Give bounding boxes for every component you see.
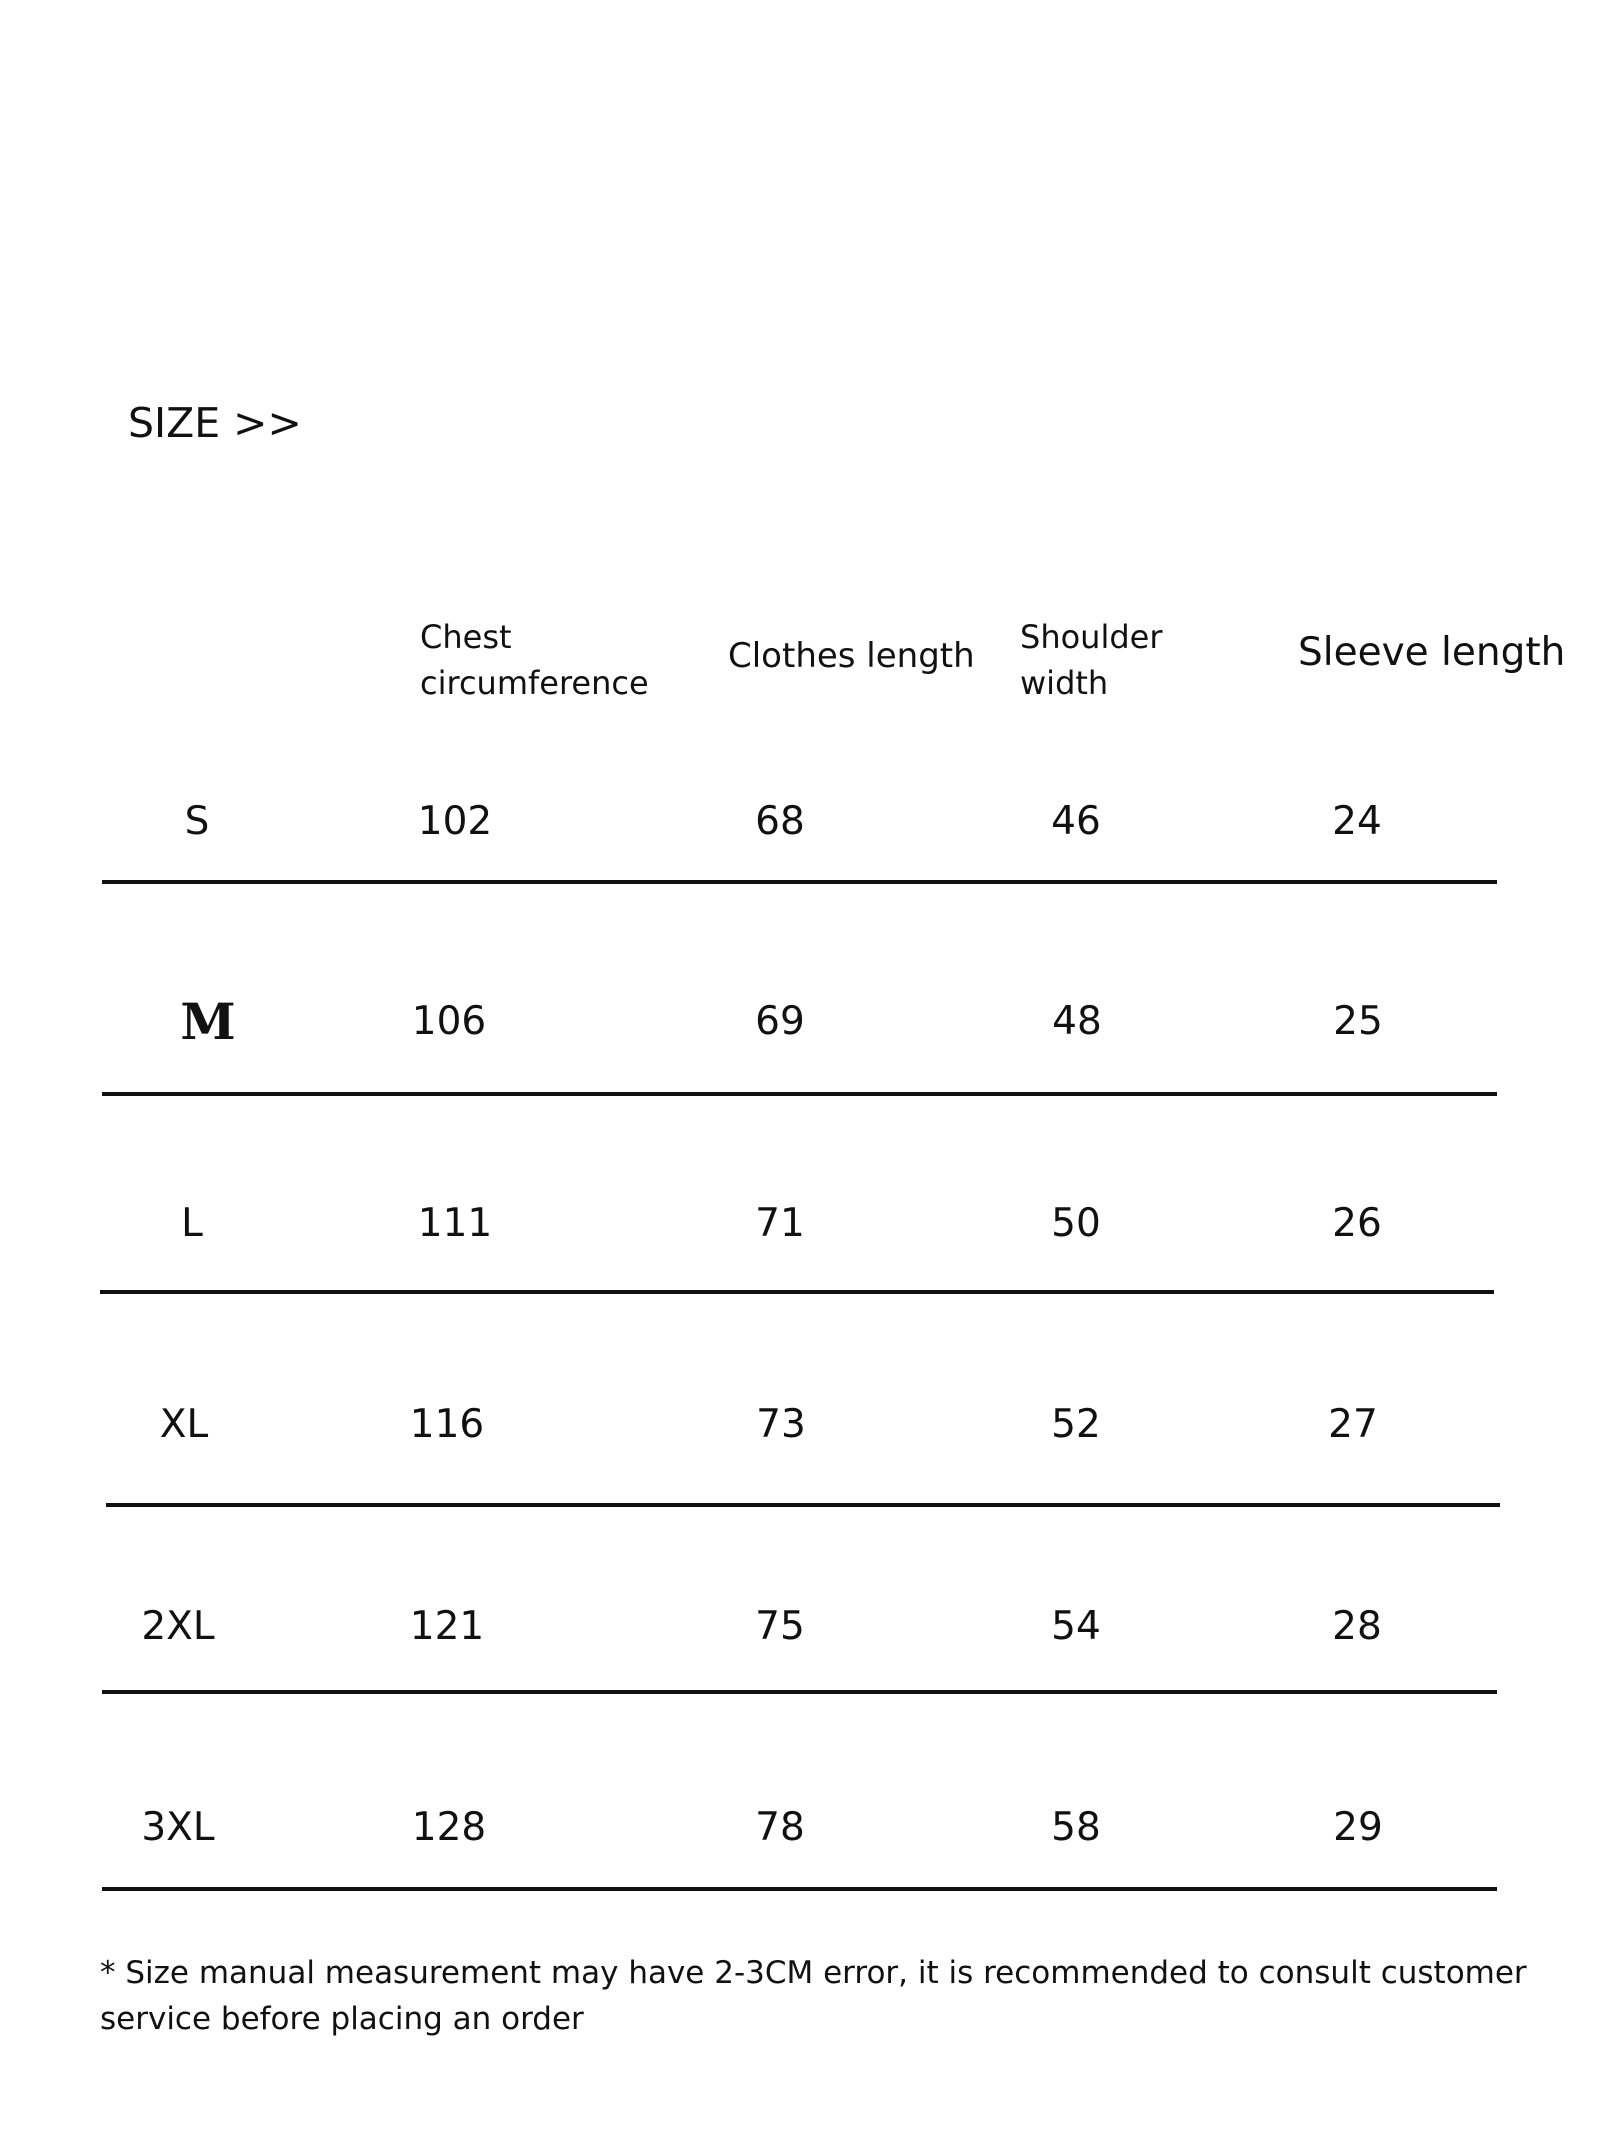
table-row	[0, 1194, 1600, 1254]
header-sleeve-length: Sleeve length	[1298, 630, 1566, 675]
chest-value: 102	[417, 799, 493, 844]
size-chart-title: SIZE >>	[128, 399, 302, 447]
table-row	[0, 1597, 1600, 1657]
length-value: 75	[755, 1604, 805, 1649]
chest-value: 121	[409, 1604, 485, 1649]
chest-value: 106	[411, 999, 487, 1044]
shoulder-value: 58	[1051, 1805, 1101, 1850]
header-clothes-length: Clothes length	[728, 636, 975, 676]
row-divider	[102, 1887, 1497, 1891]
shoulder-value: 46	[1051, 799, 1101, 844]
shoulder-value: 48	[1052, 999, 1102, 1044]
header-chest-line-1: Chest	[420, 618, 512, 656]
size-label: 3XL	[141, 1805, 215, 1850]
chest-value: 111	[417, 1201, 493, 1246]
table-row	[0, 992, 1600, 1052]
row-divider	[106, 1503, 1500, 1507]
row-divider	[102, 1092, 1497, 1096]
length-value: 73	[756, 1402, 806, 1447]
sleeve-value: 27	[1328, 1402, 1378, 1447]
sleeve-value: 24	[1332, 799, 1382, 844]
size-label: 2XL	[141, 1604, 215, 1649]
table-row	[0, 792, 1600, 852]
header-chest-circumference	[420, 614, 649, 706]
table-row	[0, 1798, 1600, 1858]
shoulder-value: 50	[1051, 1201, 1101, 1246]
sleeve-value: 29	[1333, 1805, 1383, 1850]
length-value: 78	[755, 1805, 805, 1850]
row-divider	[102, 1690, 1497, 1694]
header-chest-line-2: circumference	[420, 664, 649, 702]
header-shoulder-width	[1020, 614, 1163, 706]
row-divider	[102, 880, 1497, 884]
length-value: 69	[755, 999, 805, 1044]
size-label: L	[181, 1201, 203, 1246]
shoulder-value: 54	[1051, 1604, 1101, 1649]
size-label: S	[184, 799, 210, 844]
header-shoulder-line-1: Shoulder	[1020, 618, 1163, 656]
measurement-note: * Size manual measurement may have 2-3CM error, it is recommended to consult customer service before placing an order	[100, 1955, 1527, 2037]
table-row	[0, 1395, 1600, 1455]
header-shoulder-line-2: width	[1020, 664, 1109, 702]
size-label: M	[180, 992, 236, 1051]
length-value: 71	[755, 1201, 805, 1246]
size-label: XL	[159, 1402, 209, 1447]
length-value: 68	[755, 799, 805, 844]
sleeve-value: 28	[1332, 1604, 1382, 1649]
shoulder-value: 52	[1051, 1402, 1101, 1447]
sleeve-value: 26	[1332, 1201, 1382, 1246]
sleeve-value: 25	[1333, 999, 1383, 1044]
row-divider	[100, 1290, 1494, 1294]
chest-value: 128	[411, 1805, 487, 1850]
chest-value: 116	[409, 1402, 485, 1447]
